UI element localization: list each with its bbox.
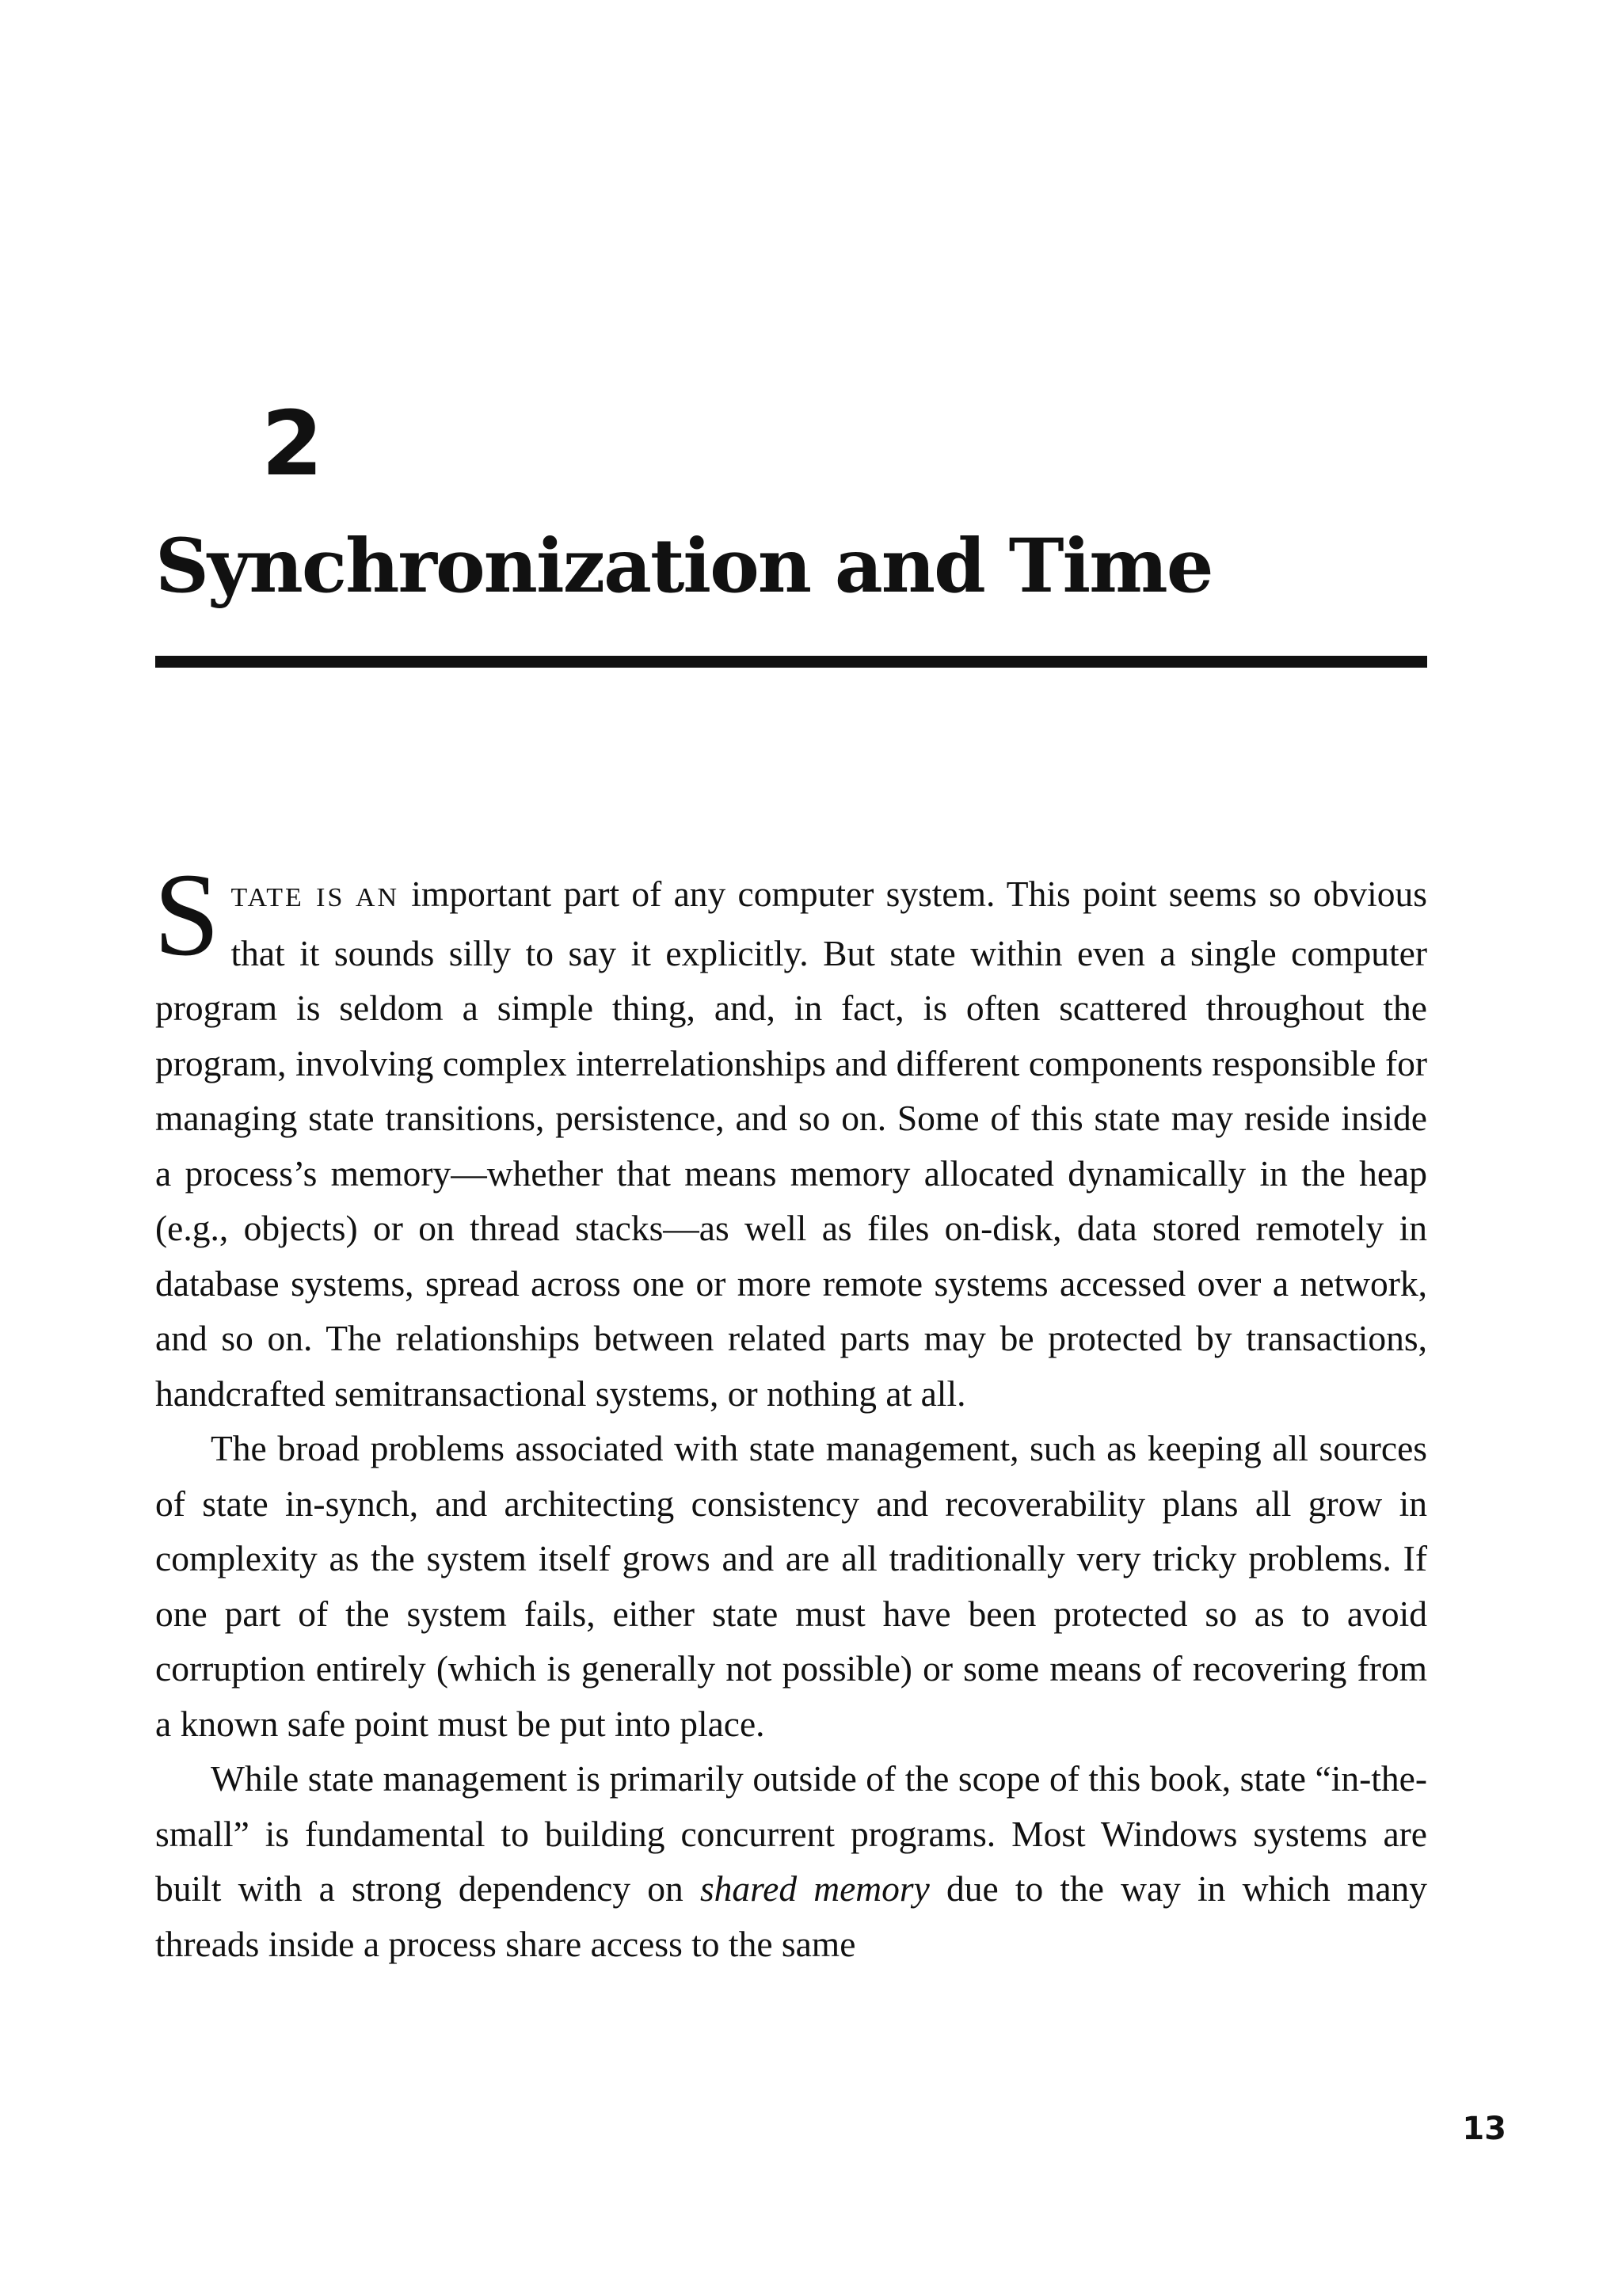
small-caps-lead: TATE IS AN xyxy=(230,883,400,912)
page-number: 13 xyxy=(1462,2111,1506,2147)
paragraph-3 xyxy=(155,1751,1427,1971)
chapter-title: Synchronization and Time xyxy=(155,523,1213,610)
chapter-number: 2 xyxy=(261,393,323,496)
paragraph-2 xyxy=(155,1421,1427,1751)
paragraph-1-text: important part of any computer system. This point seems so obvious that it sounds silly to say it explicitly. But state within even a single computer program is seldom a simple thing, and, in fact, is often scattered throughout the program, involving complex interrelationships and different components responsible for managing state transitions, persistence, and so on. Some of this state may reside inside a process’s memory—whether that means memory allocated dynamically in the heap (e.g., objects) or on thread stacks—as well as files on-disk, data stored remotely in database systems, spread across one or more remote systems accessed over a network, and so on. The relationships between related parts may be protected by transactions, handcrafted semitransactional systems, or nothing at all. xyxy=(155,874,1427,1414)
paragraph-3-text-after: due to the way in which many threads inside a process share access to the same xyxy=(155,1868,1428,1964)
title-rule xyxy=(155,656,1427,668)
emphasis-shared-memory: shared memory xyxy=(699,1868,930,1909)
paragraph-3-text-before: While state management is primarily outside of the scope of this book, state “in-the-small” is fundamental to building concurrent programs. Most Windows systems are built with a strong dependency on xyxy=(155,1758,1427,1909)
paragraph-2-text: The broad problems associated with state management, such as keeping all sources of state in-synch, and architecting consistency and recoverability plans all grow in complexity as the system itself grows and are all traditionally very tricky problems. If one part of the system fails, either state must have been protected so as to avoid corruption entirely (which is generally not possible) or some means of recovering from a known safe point must be put into place. xyxy=(155,1428,1427,1744)
body-text xyxy=(154,849,1428,1971)
paragraph-1 xyxy=(154,849,1427,1421)
drop-cap: S xyxy=(154,849,220,980)
